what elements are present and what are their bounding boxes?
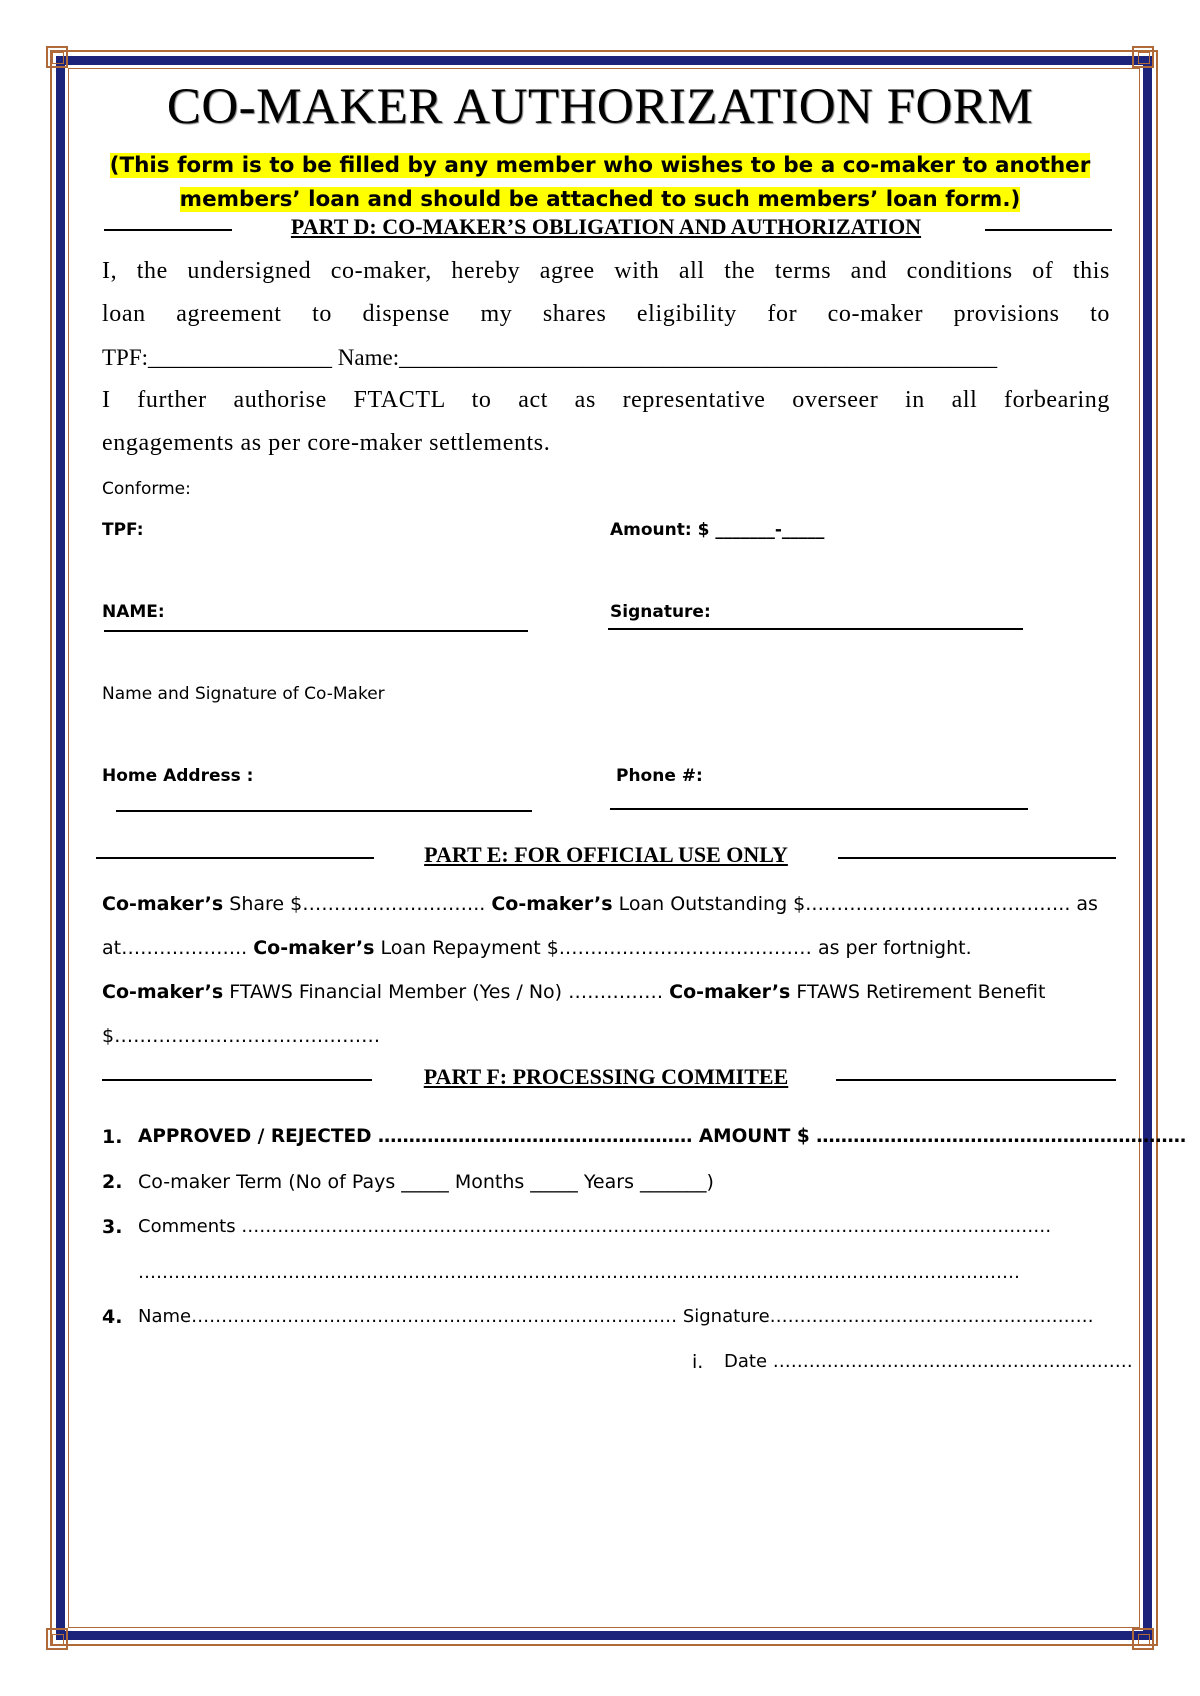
authorization-statement xyxy=(102,250,1110,465)
official-line xyxy=(102,970,1112,1014)
official-line xyxy=(102,926,1112,970)
retirement-benefit-label: FTAWS Retirement Benefit xyxy=(790,981,1046,1003)
corner-ornament xyxy=(1132,46,1154,68)
loan-outstanding-field[interactable]: Loan Outstanding $.………………………………….. as xyxy=(612,893,1098,915)
item-number: i. xyxy=(692,1351,704,1373)
item-number: 1. xyxy=(102,1126,123,1148)
list-item xyxy=(102,1171,1112,1201)
corner-ornament xyxy=(46,46,68,68)
signature-label: Signature: xyxy=(610,602,711,622)
date-field[interactable]: Date …………………………………………………… xyxy=(724,1351,1133,1372)
name-label: NAME: xyxy=(102,602,165,622)
comments-continuation-field[interactable]: ………………………………………………………………………………………………………………………………… xyxy=(138,1262,1020,1283)
home-address-label: Home Address : xyxy=(102,766,254,786)
item-number: 3. xyxy=(102,1216,123,1238)
list-item xyxy=(102,1351,1133,1381)
share-field[interactable]: Share $……………………….. xyxy=(223,893,492,915)
retirement-benefit-field[interactable]: $…………………………………… xyxy=(102,1025,381,1047)
home-address-line[interactable] xyxy=(116,810,532,812)
conforme-label: Conforme: xyxy=(102,479,191,499)
name-signature-caption: Name and Signature of Co-Maker xyxy=(102,684,385,704)
tpf-label: TPF: xyxy=(102,520,144,540)
phone-line[interactable] xyxy=(610,808,1028,810)
loan-repayment-field[interactable]: Loan Repayment $.………………………………… as per fortnight. xyxy=(374,937,972,959)
official-line xyxy=(102,882,1112,926)
part-e-heading xyxy=(100,842,1112,872)
part-d-heading xyxy=(100,214,1112,244)
approval-field[interactable]: APPROVED / REJECTED …………………………………………… AMOUNT $ …………………………………………………… xyxy=(138,1126,1187,1147)
official-line xyxy=(102,1014,1112,1058)
instruction-line-2: members’ loan and should be attached to such members’ loan form.) xyxy=(179,187,1021,212)
as-at-field[interactable]: at……………….. xyxy=(102,937,254,959)
name-signature-line[interactable] xyxy=(104,630,528,632)
corner-ornament xyxy=(1132,1628,1154,1650)
statement-line: I further authorise FTACTL to act as representative overseer in all forbearing xyxy=(102,387,1110,413)
part-d-title: PART D: CO-MAKER’S OBLIGATION AND AUTHORIZATION xyxy=(290,214,922,239)
ftaws-member-field[interactable]: FTAWS Financial Member (Yes / No) …………… xyxy=(223,981,670,1003)
list-item xyxy=(102,1306,1112,1336)
item-number: 4. xyxy=(102,1306,123,1328)
part-e-title: PART E: FOR OFFICIAL USE ONLY xyxy=(424,842,788,867)
comaker-label: Co-maker’s xyxy=(253,937,375,959)
comments-field[interactable]: Comments ……………………………………………………………………………………………………………………… xyxy=(138,1216,1052,1237)
part-f-title: PART F: PROCESSING COMMITEE xyxy=(423,1064,789,1089)
amount-field[interactable]: Amount: $ _______-_____ xyxy=(610,520,825,540)
list-item xyxy=(102,1262,1112,1292)
instruction-line-1: (This form is to be filled by any member who wishes to be a co-maker to another xyxy=(109,153,1091,178)
list-item xyxy=(102,1216,1112,1246)
tpf-name-fill-line[interactable]: TPF:________________ Name:____________________________________________________ xyxy=(102,345,998,370)
form-instructions xyxy=(100,149,1100,217)
corner-ornament xyxy=(46,1628,68,1650)
signature-line[interactable] xyxy=(608,628,1023,630)
statement-line: loan agreement to dispense my shares eligibility for co-maker provisions to xyxy=(102,301,1110,327)
phone-label: Phone #: xyxy=(616,766,703,786)
comaker-label: Co-maker’s xyxy=(102,981,224,1003)
committee-name-signature-field[interactable]: Name……………………………………………………………………… Signature……………………………………………… xyxy=(138,1306,1094,1327)
part-f-heading xyxy=(100,1064,1112,1094)
comaker-label: Co-maker’s xyxy=(102,893,224,915)
comaker-label: Co-maker’s xyxy=(669,981,791,1003)
comaker-label: Co-maker’s xyxy=(491,893,613,915)
list-item xyxy=(102,1126,1187,1156)
statement-line: I, the undersigned co-maker, hereby agree with all the terms and conditions of this xyxy=(102,258,1110,284)
item-number: 2. xyxy=(102,1171,123,1193)
term-field[interactable]: Co-maker Term (No of Pays _____ Months _____ Years _______) xyxy=(138,1171,714,1193)
form-title: CO-MAKER AUTHORIZATION FORM xyxy=(166,79,1034,135)
statement-line: engagements as per core-maker settlements. xyxy=(102,430,551,456)
official-use-section xyxy=(102,882,1112,1058)
